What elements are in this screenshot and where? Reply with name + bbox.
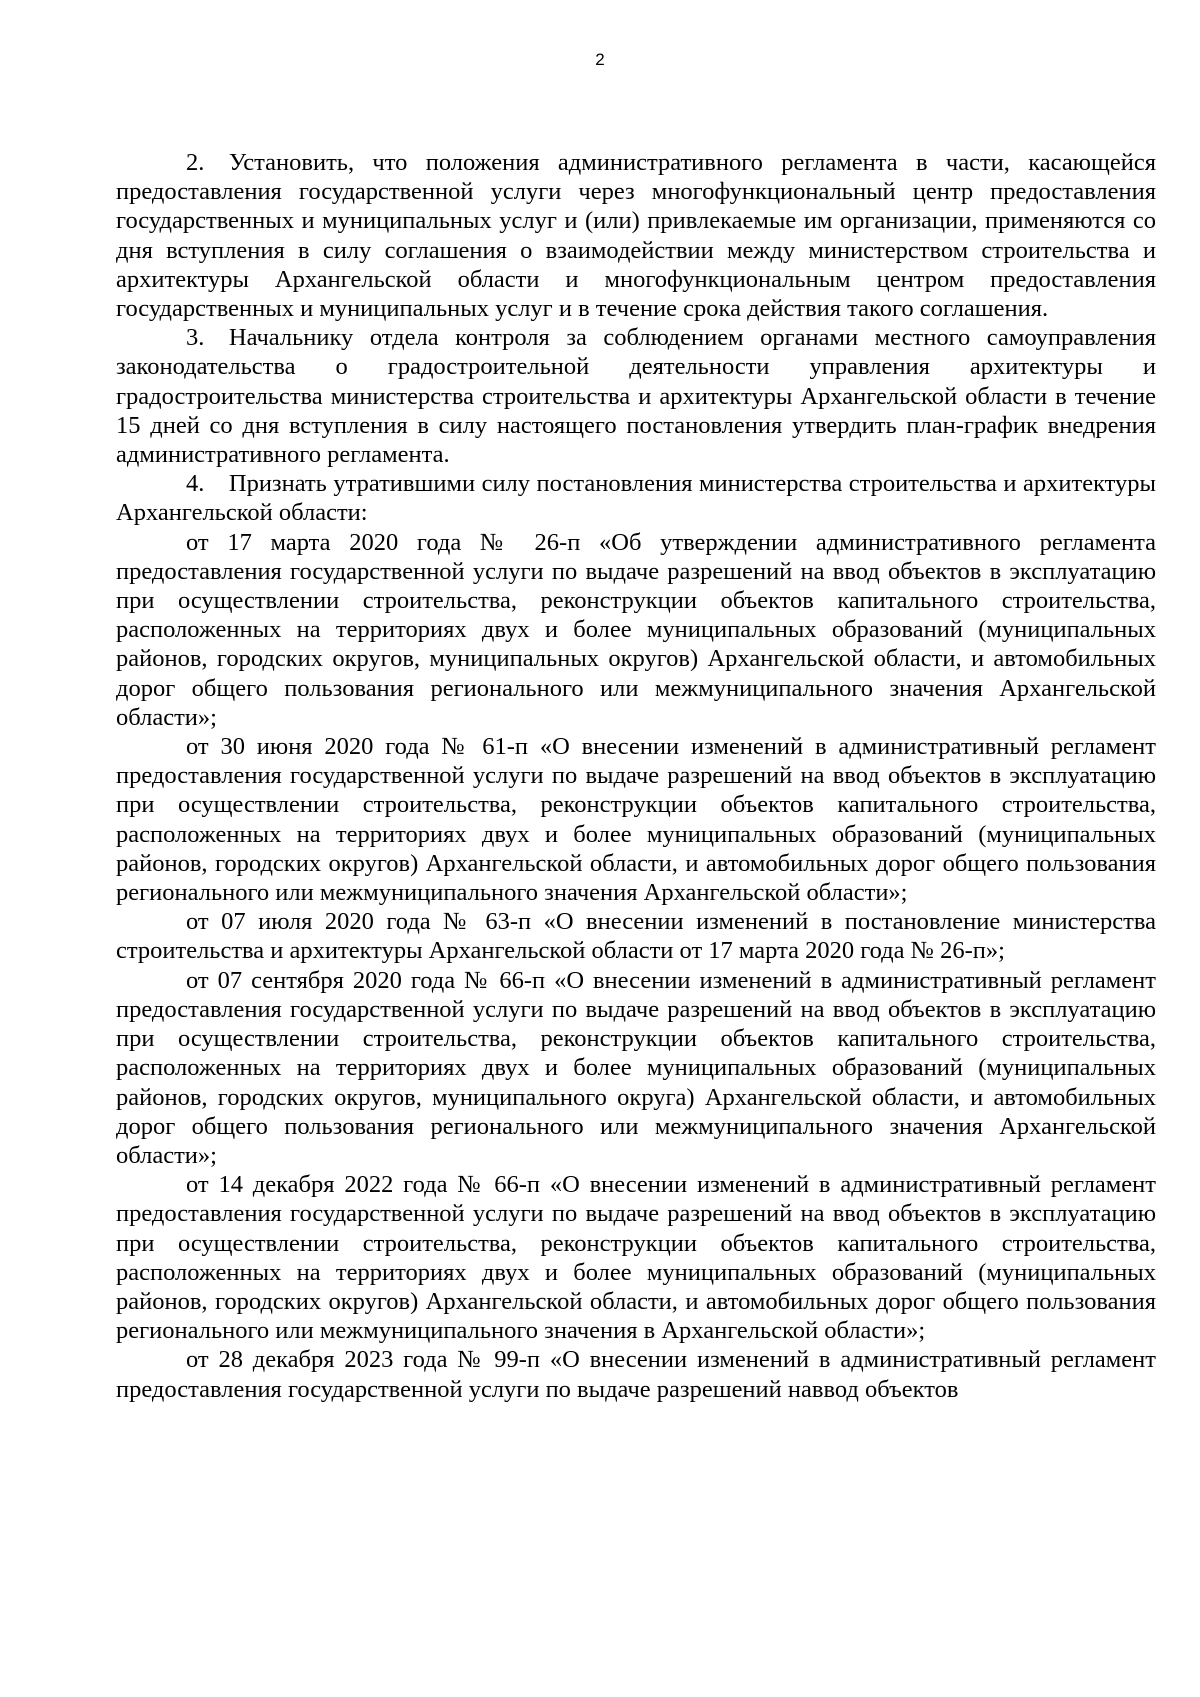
repealed-act-2022-66: от 14 декабря 2022 года № 66-п «О внесении изменений в административный регламент предоставления государственной услуги по выдаче разрешений на ввод объектов в эксплуатацию при осуществлении строительства, реконструкции объектов капитального строительства, расположенных на территориях двух и более муниципальных образований (муниципальных районов, городских округов) Архангельской области, и автомобильных дорог общего пользования регионального или межмуниципального значения в Архангельской области»; bbox=[116, 1171, 1156, 1345]
paragraph-item-3: 3. Начальнику отдела контроля за соблюдением органами местного самоуправления законодательства о градостроительной деятельности управления архитектуры и градостроительства министерства строительства и архитектуры Архангельской области в течение 15 дней со дня вступления в силу настоящего постановления утвердить план-график внедрения административного регламента. bbox=[116, 324, 1156, 469]
repealed-act-2023-99: от 28 декабря 2023 года № 99-п «О внесении изменений в административный регламент предоставления государственной услуги по выдаче разрешений наввод объектов bbox=[116, 1346, 1156, 1403]
page-number: 2 bbox=[595, 50, 605, 69]
repealed-act-2020-66: от 07 сентября 2020 года № 66-п «О внесении изменений в административный регламент предоставления государственной услуги по выдаче разрешений на ввод объектов в эксплуатацию при осуществлении строительства, реконструкции объектов капитального строительства, расположенных на территориях двух и более муниципальных образований (муниципальных районов, городских округов, муниципального округа) Архангельской области, и автомобильных дорог общего пользования регионального или межмуниципального значения Архангельской области»; bbox=[116, 966, 1156, 1169]
repealed-act-2020-63: от 07 июля 2020 года № 63-п «О внесении изменений в постановление министерства строительства и архитектуры Архангельской области от 17 марта 2020 года № 26-п»; bbox=[116, 908, 1156, 965]
paragraph-item-4: 4. Признать утратившими силу постановления министерства строительства и архитектуры Архангельской области: bbox=[116, 470, 1156, 527]
document-body bbox=[116, 148, 1156, 1404]
paragraph-item-2: 2. Установить, что положения административного регламента в части, касающейся предоставления государственной услуги через многофункциональный центр предоставления государственных и муниципальных услуг и (или) привлекаемые им организации, применяются со дня вступления в силу соглашения о взаимодействии между министерством строительства и архитектуры Архангельской области и многофункциональным центром предоставления государственных и муниципальных услуг и в течение срока действия такого соглашения. bbox=[116, 149, 1156, 323]
repealed-act-2020-26: от 17 марта 2020 года № 26-п «Об утверждении административного регламента предоставления государственной услуги по выдаче разрешений на ввод объектов в эксплуатацию при осуществлении строительства, реконструкции объектов капитального строительства, расположенных на территориях двух и более муниципальных образований (муниципальных районов, городских округов, муниципальных округов) Архангельской области, и автомобильных дорог общего пользования регионального или межмуниципального значения Архангельской области»; bbox=[116, 528, 1156, 731]
repealed-act-2020-61: от 30 июня 2020 года № 61-п «О внесении изменений в административный регламент предоставления государственной услуги по выдаче разрешений на ввод объектов в эксплуатацию при осуществлении строительства, реконструкции объектов капитального строительства, расположенных на территориях двух и более муниципальных образований (муниципальных районов, городских округов) Архангельской области, и автомобильных дорог общего пользования регионального или межмуниципального значения Архангельской области»; bbox=[116, 733, 1156, 907]
